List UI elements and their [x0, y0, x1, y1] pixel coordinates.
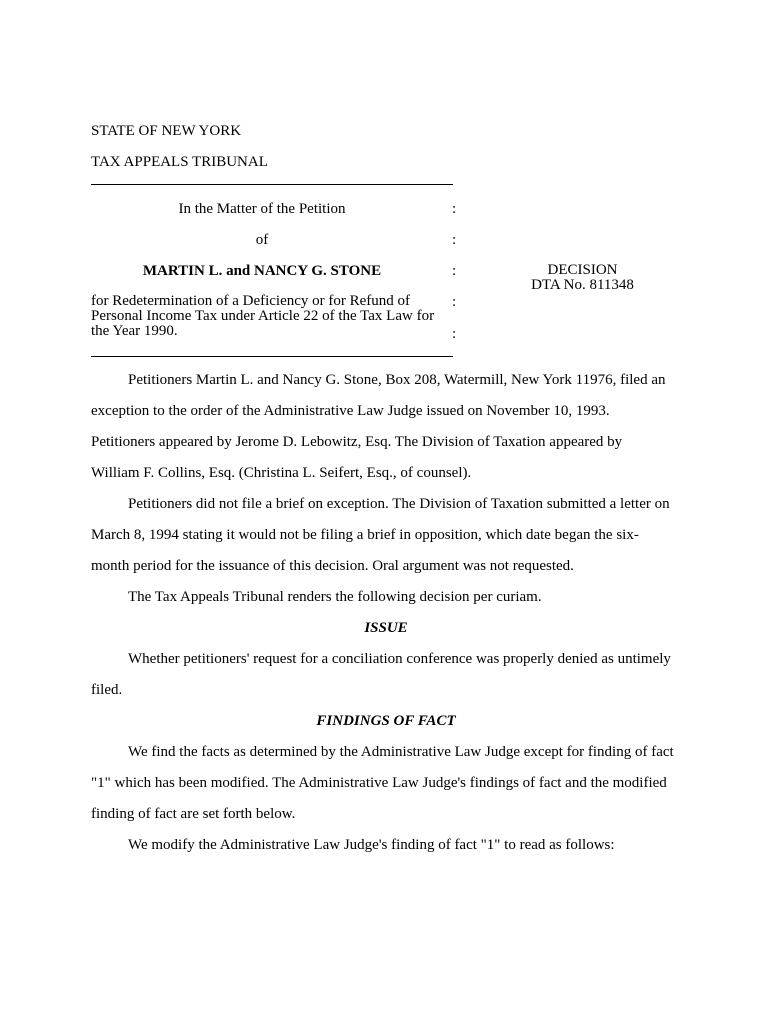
- body-line: We modify the Administrative Law Judge's finding of fact "1" to read as follows:: [128, 837, 615, 853]
- decision-block: [500, 263, 665, 293]
- purpose-line: Personal Income Tax under Article 22 of the Tax Law for: [91, 308, 435, 324]
- caption-colon: :: [452, 232, 457, 248]
- matter-line: In the Matter of the Petition: [178, 201, 346, 217]
- body-line: month period for the issuance of this decision. Oral argument was not requested.: [91, 558, 574, 574]
- caption-top-rule: [91, 184, 453, 185]
- petitioners-name: MARTIN L. and NANCY G. STONE: [142, 263, 382, 279]
- issue-heading: ISSUE: [364, 620, 408, 636]
- body-line: We find the facts as determined by the Administrative Law Judge except for finding of fact: [128, 744, 674, 760]
- caption-colon: :: [452, 263, 457, 279]
- body-line: Petitioners Martin L. and Nancy G. Stone, Box 208, Watermill, New York 11976, filed an: [128, 372, 666, 388]
- body-line: Petitioners appeared by Jerome D. Lebowitz, Esq. The Division of Taxation appeared by: [91, 434, 623, 450]
- caption-colon: :: [452, 294, 457, 310]
- body-line: Whether petitioners' request for a conciliation conference was properly denied as untimely: [128, 651, 671, 667]
- body-line: William F. Collins, Esq. (Christina L. Seifert, Esq., of counsel).: [91, 465, 472, 481]
- purpose-line: the Year 1990.: [91, 323, 178, 339]
- caption-colon: :: [452, 201, 457, 217]
- findings-heading: FINDINGS OF FACT: [316, 713, 456, 729]
- body-line: Petitioners did not file a brief on exception. The Division of Taxation submitted a letter on: [128, 496, 670, 512]
- caption-purpose: [91, 294, 446, 339]
- of-line: of: [255, 232, 269, 248]
- body-line: March 8, 1994 stating it would not be filing a brief in opposition, which date began the six-: [91, 527, 639, 543]
- body-line: exception to the order of the Administrative Law Judge issued on November 10, 1993.: [91, 403, 610, 419]
- purpose-line: for Redetermination of a Deficiency or for Refund of: [91, 293, 411, 309]
- decision-label: DECISION: [547, 262, 618, 278]
- body-line: filed.: [91, 682, 123, 698]
- decision-number: DTA No. 811348: [531, 277, 634, 293]
- caption-colon: :: [452, 326, 457, 342]
- body-line: "1" which has been modified. The Administrative Law Judge's findings of fact and the modified: [91, 775, 667, 791]
- state-heading: STATE OF NEW YORK: [91, 123, 242, 139]
- body-line: The Tax Appeals Tribunal renders the following decision per curiam.: [128, 589, 542, 605]
- body-line: finding of fact are set forth below.: [91, 806, 296, 822]
- caption-bottom-rule: [91, 356, 453, 357]
- tribunal-heading: TAX APPEALS TRIBUNAL: [91, 154, 268, 170]
